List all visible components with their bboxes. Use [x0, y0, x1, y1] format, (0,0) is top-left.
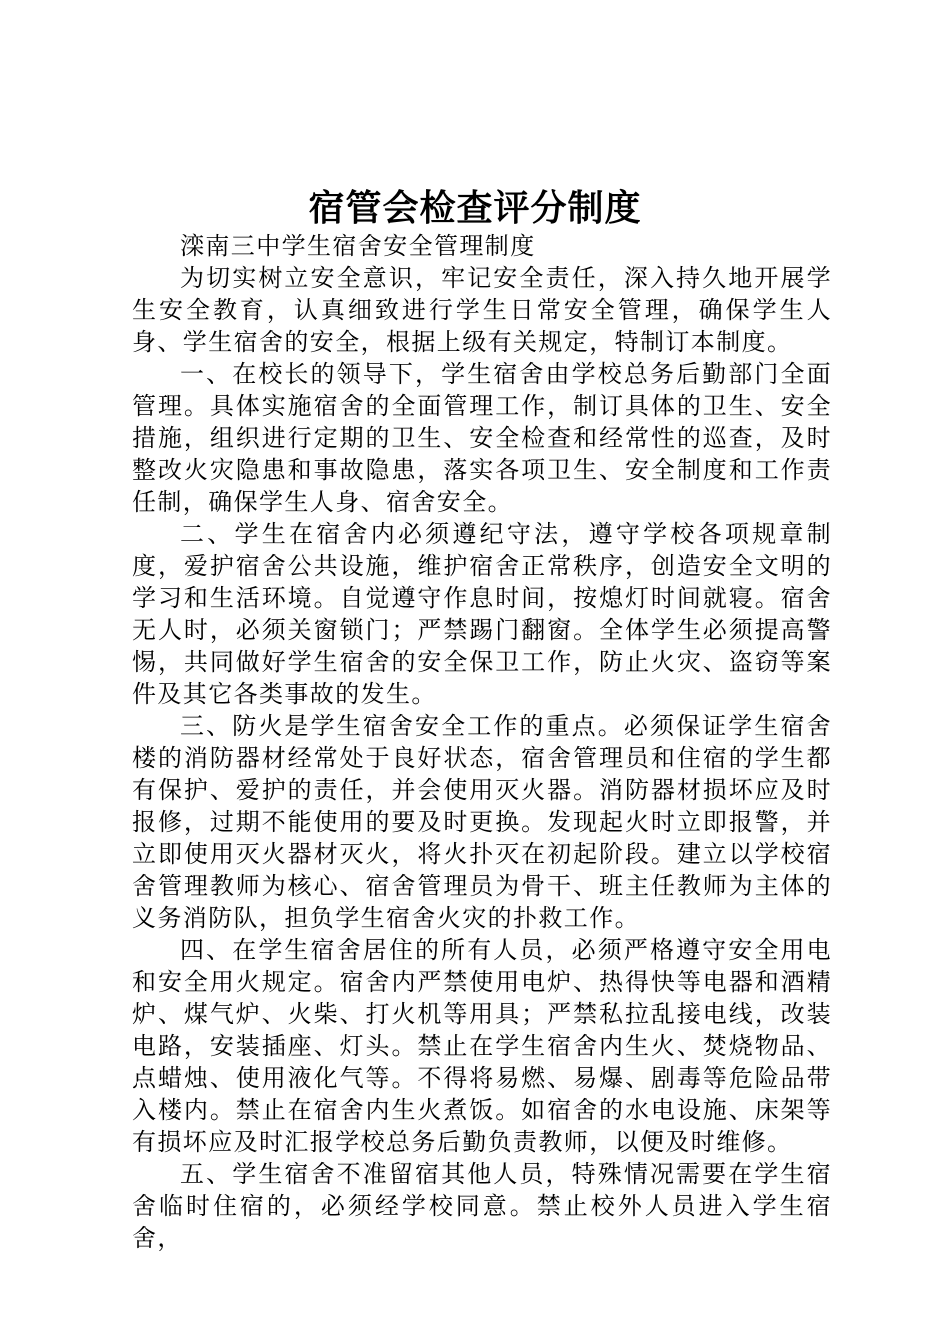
document-body [132, 230, 832, 1254]
paragraph-article-5: 五、学生宿舍不准留宿其他人员，特殊情况需要在学生宿舍临时住宿的，必须经学校同意。禁止校外人员进入学生宿舍， [132, 1160, 832, 1252]
document-subtitle: 滦南三中学生宿舍安全管理制度 [180, 232, 536, 260]
paragraph-article-2: 二、学生在宿舍内必须遵纪守法，遵守学校各项规章制度，爱护宿舍公共设施，维护宿舍正常秩序，创造安全文明的学习和生活环境。自觉遵守作息时间，按熄灯时间就寝。宿舍无人时，必须关窗锁门；严禁踢门翻窗。全体学生必须提高警惕，共同做好学生宿舍的安全保卫工作，防止火灾、盗窃等案件及其它各类事故的发生。 [132, 520, 832, 708]
paragraph-article-1: 一、在校长的领导下，学生宿舍由学校总务后勤部门全面管理。具体实施宿舍的全面管理工作，制订具体的卫生、安全措施，组织进行定期的卫生、安全检查和经常性的巡查，及时整改火灾隐患和事故隐患，落实各项卫生、安全制度和工作责任制，确保学生人身、宿舍安全。 [132, 360, 832, 516]
paragraph-article-3: 三、防火是学生宿舍安全工作的重点。必须保证学生宿舍楼的消防器材经常处于良好状态，宿舍管理员和住宿的学生都有保护、爱护的责任，并会使用灭火器。消防器材损坏应及时报修，过期不能使用的要及时更换。发现起火时立即报警，并立即使用灭火器材灭火，将火扑灭在初起阶段。建立以学校宿舍管理教师为核心、宿舍管理员为骨干、班主任教师为主体的义务消防队，担负学生宿舍火灾的扑救工作。 [132, 712, 832, 932]
paragraph-article-4: 四、在学生宿舍居住的所有人员，必须严格遵守安全用电和安全用火规定。宿舍内严禁使用电炉、热得快等电器和酒精炉、煤气炉、火柴、打火机等用具；严禁私拉乱接电线，改装电路，安装插座、灯头。禁止在学生宿舍内生火、焚烧物品、点蜡烛、使用液化气等。不得将易燃、易爆、剧毒等危险品带入楼内。禁止在宿舍内生火煮饭。如宿舍的水电设施、床架等有损坏应及时汇报学校总务后勤负责教师，以便及时维修。 [132, 936, 832, 1156]
paragraph-intro: 为切实树立安全意识，牢记安全责任，深入持久地开展学生安全教育，认真细致进行学生日常安全管理，确保学生人身、学生宿舍的安全，根据上级有关规定，特制订本制度。 [132, 264, 832, 356]
document-title: 宿管会检查评分制度 [308, 187, 642, 229]
